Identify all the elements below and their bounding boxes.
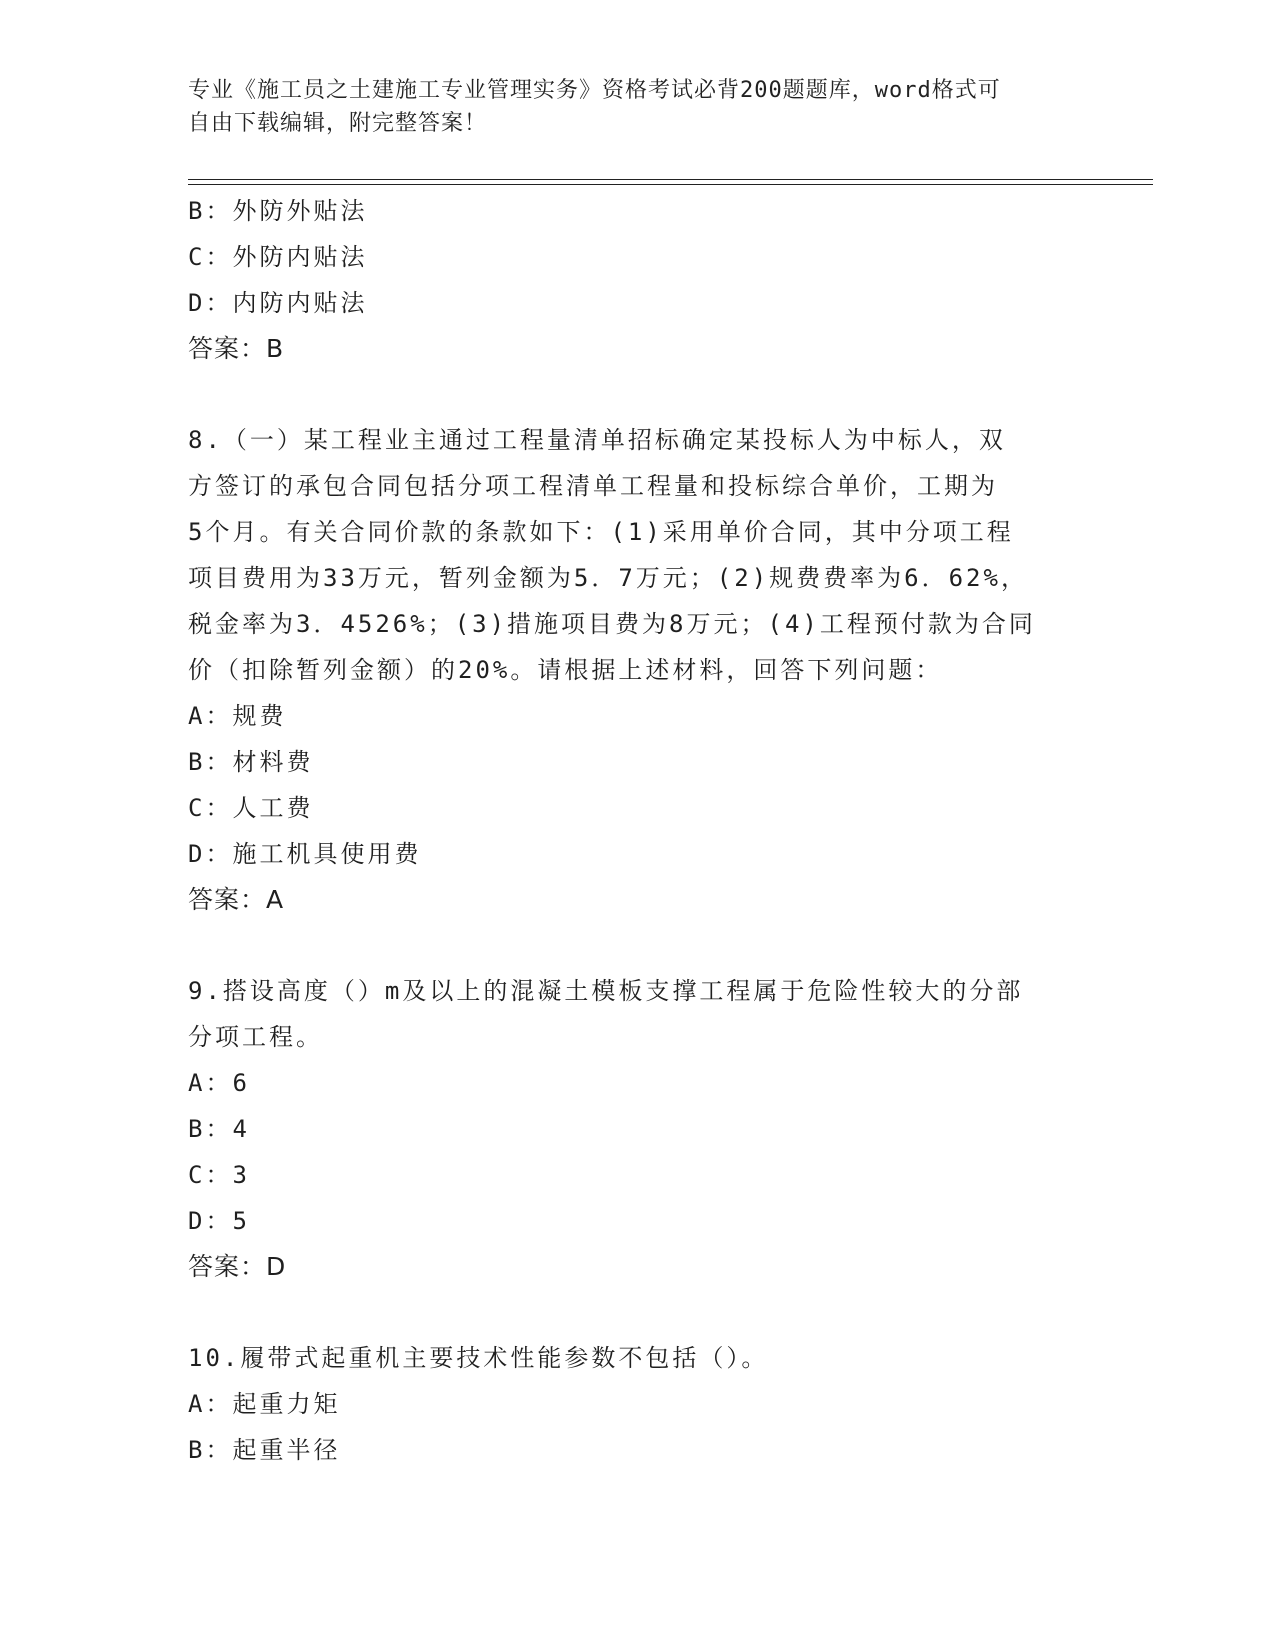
- option-a: A：起重力矩: [188, 1390, 341, 1418]
- option-c: C：外防内贴法: [188, 243, 368, 271]
- document-header: [188, 74, 1088, 140]
- option-b: B：材料费: [188, 748, 314, 776]
- question-text-line: 项目费用为33万元，暂列金额为5．7万元；(2)规费费率为6．62%，: [188, 564, 1028, 592]
- option-d: D：5: [188, 1207, 250, 1235]
- header-title-line-1: 专业《施工员之土建施工专业管理实务》资格考试必背200题题库，word格式可: [188, 78, 1001, 103]
- option-c: C：人工费: [188, 794, 314, 822]
- question-text-line: 5个月。有关合同价款的条款如下：(1)采用单价合同，其中分项工程: [188, 518, 1014, 546]
- question-text-line: 8.（一）某工程业主通过工程量清单招标确定某投标人为中标人，双: [188, 426, 1006, 454]
- answer-line: 答案：B: [188, 334, 285, 363]
- question-text: [188, 1335, 1088, 1381]
- option-b: B：外防外贴法: [188, 197, 368, 225]
- option-c: C：3: [188, 1161, 250, 1189]
- document-body: [188, 188, 1088, 1473]
- option-a: A：6: [188, 1069, 250, 1097]
- question-text: [188, 417, 1088, 693]
- answer-line: 答案：A: [188, 885, 285, 914]
- question-text-line: 9.搭设高度（）m及以上的混凝土模板支撑工程属于危险性较大的分部: [188, 977, 1024, 1005]
- header-divider-bottom: [188, 184, 1153, 185]
- question-text-line: 税金率为3．4526%；(3)措施项目费为8万元；(4)工程预付款为合同: [188, 610, 1036, 638]
- question-9: [188, 968, 1088, 1290]
- option-a: A：规费: [188, 702, 287, 730]
- header-title-line-2: 自由下载编辑，附完整答案！: [188, 111, 488, 136]
- option-b: B：4: [188, 1115, 250, 1143]
- question-7-continuation: [188, 188, 1088, 372]
- question-text-line: 价（扣除暂列金额）的20%。请根据上述材料，回答下列问题：: [188, 656, 943, 684]
- question-text-line: 10.履带式起重机主要技术性能参数不包括（）。: [188, 1344, 769, 1372]
- option-d: D：内防内贴法: [188, 289, 368, 317]
- option-b: B：起重半径: [188, 1436, 341, 1464]
- answer-line: 答案：D: [188, 1252, 287, 1281]
- question-10: [188, 1335, 1088, 1473]
- question-text-line: 分项工程。: [188, 1023, 323, 1051]
- question-text-line: 方签订的承包合同包括分项工程清单工程量和投标综合单价，工期为: [188, 472, 998, 500]
- question-text: [188, 968, 1088, 1060]
- option-d: D：施工机具使用费: [188, 840, 422, 868]
- header-divider-top: [188, 179, 1153, 180]
- question-8: [188, 417, 1088, 923]
